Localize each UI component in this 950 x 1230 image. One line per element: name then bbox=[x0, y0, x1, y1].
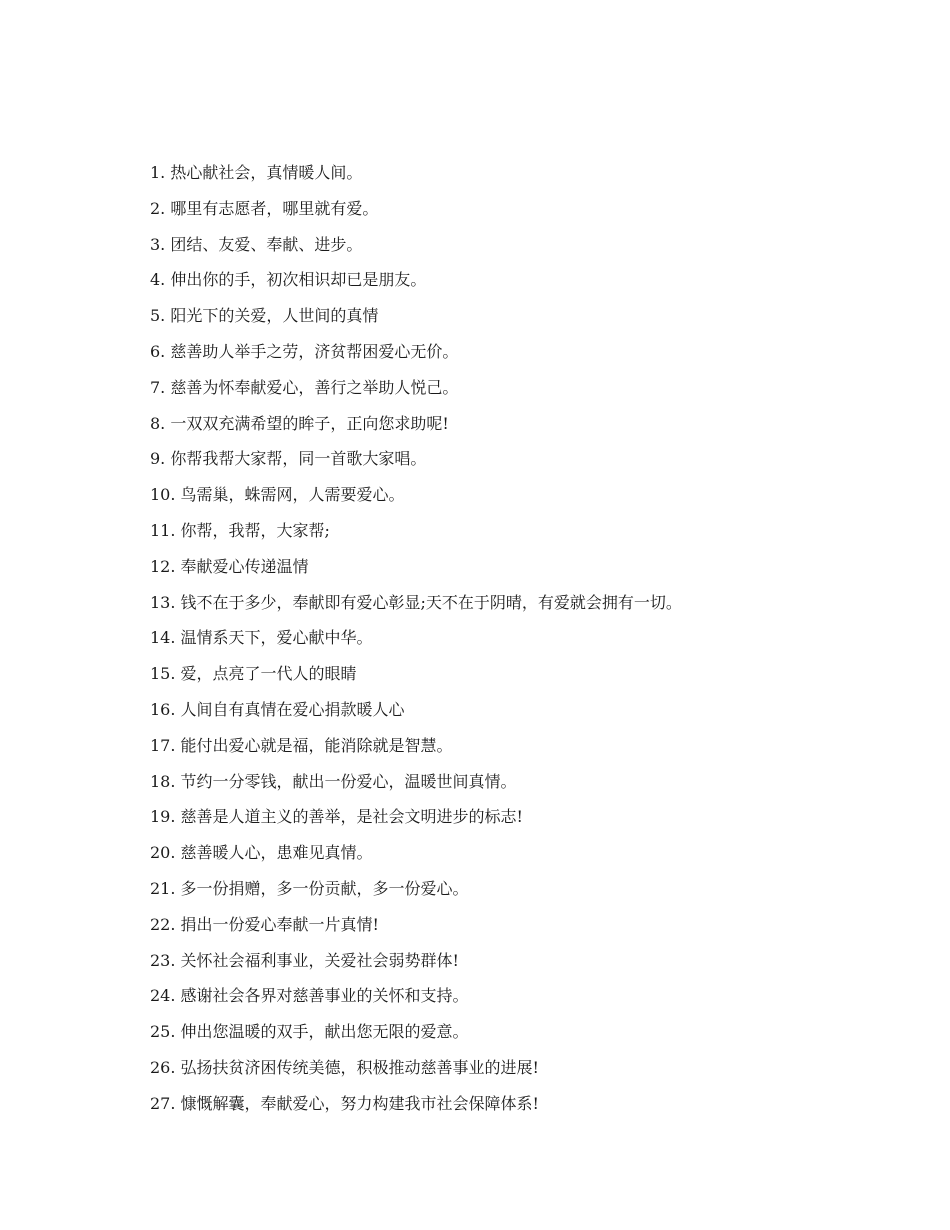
list-item: 3. 团结、友爱、奉献、进步。 bbox=[150, 234, 363, 254]
list-item: 27. 慷慨解囊，奉献爱心，努力构建我市社会保障体系! bbox=[150, 1093, 539, 1113]
list-item: 26. 弘扬扶贫济困传统美德，积极推动慈善事业的进展! bbox=[150, 1057, 539, 1077]
list-item: 21. 多一份捐赠，多一份贡献，多一份爱心。 bbox=[150, 878, 469, 898]
list-item: 23. 关怀社会福利事业，关爱社会弱势群体! bbox=[150, 950, 459, 970]
list-item: 7. 慈善为怀奉献爱心，善行之举助人悦己。 bbox=[150, 377, 459, 397]
list-item: 20. 慈善暖人心，患难见真情。 bbox=[150, 843, 373, 863]
list-item: 16. 人间自有真情在爱心捐款暖人心 bbox=[150, 699, 405, 719]
slogan-list bbox=[150, 158, 850, 1125]
list-item: 19. 慈善是人道主义的善举，是社会文明进步的标志! bbox=[150, 807, 523, 827]
list-item: 25. 伸出您温暖的双手，献出您无限的爱意。 bbox=[150, 1022, 469, 1042]
list-item: 1. 热心献社会，真情暖人间。 bbox=[150, 163, 363, 182]
list-item: 10. 鸟需巢，蛛需网，人需要爱心。 bbox=[150, 485, 405, 505]
list-item: 12. 奉献爱心传递温情 bbox=[150, 556, 309, 576]
list-item: 22. 捐出一份爱心奉献一片真情! bbox=[150, 914, 379, 934]
list-item: 13. 钱不在于多少，奉献即有爱心彰显;天不在于阴晴，有爱就会拥有一切。 bbox=[150, 592, 682, 612]
list-item: 9. 你帮我帮大家帮，同一首歌大家唱。 bbox=[150, 449, 427, 469]
list-item: 18. 节约一分零钱，献出一份爱心，温暖世间真情。 bbox=[150, 771, 517, 791]
list-item: 24. 感谢社会各界对慈善事业的关怀和支持。 bbox=[150, 986, 469, 1006]
list-item: 8. 一双双充满希望的眸子，正向您求助呢! bbox=[150, 413, 449, 433]
list-item: 5. 阳光下的关爱，人世间的真情 bbox=[150, 306, 379, 326]
list-item: 4. 伸出你的手，初次相识却已是朋友。 bbox=[150, 270, 427, 290]
list-item: 11. 你帮，我帮，大家帮; bbox=[150, 520, 330, 540]
list-item: 15. 爱，点亮了一代人的眼睛 bbox=[150, 664, 357, 684]
list-item: 14. 温情系天下，爱心献中华。 bbox=[150, 628, 373, 648]
list-item: 17. 能付出爱心就是福，能消除就是智慧。 bbox=[150, 735, 453, 755]
list-item: 2. 哪里有志愿者，哪里就有爱。 bbox=[150, 198, 379, 218]
list-item: 6. 慈善助人举手之劳，济贫帮困爱心无价。 bbox=[150, 341, 459, 361]
